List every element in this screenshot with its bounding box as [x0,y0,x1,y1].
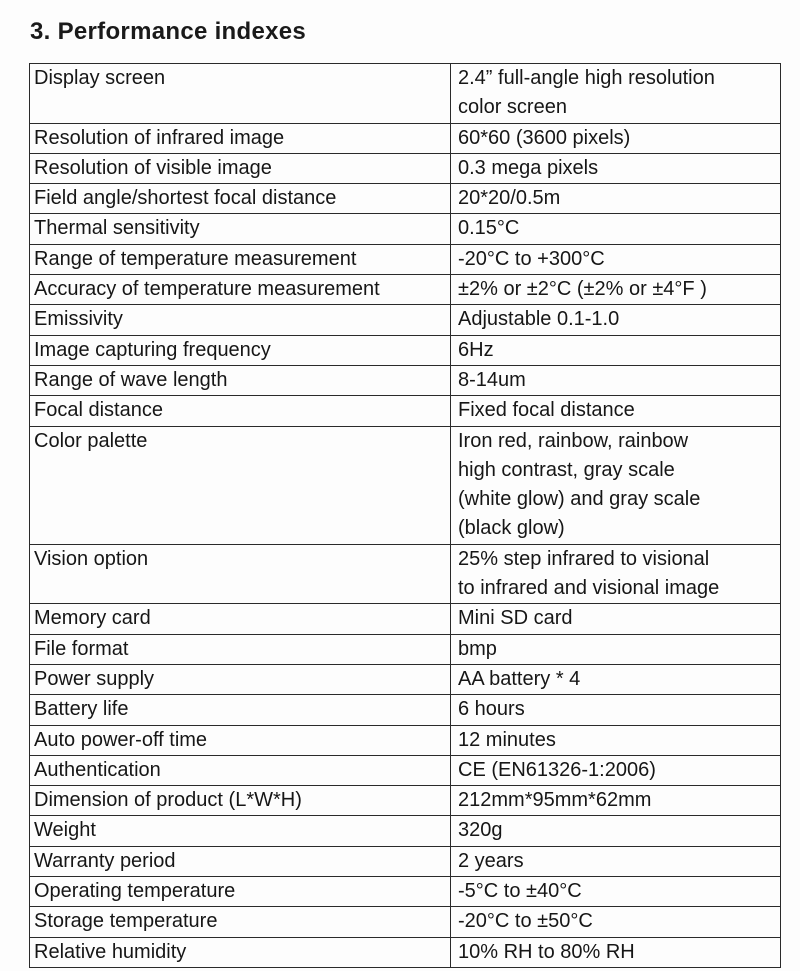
spec-value-line: 2.4” full-angle high resolution [458,67,715,89]
table-row [30,64,781,124]
table-row [30,396,781,426]
spec-label: Weight [30,816,451,846]
table-row [30,664,781,694]
spec-value-line: 6 hours [458,698,525,721]
table-row [30,214,781,244]
table-row [30,937,781,967]
table-row [30,153,781,183]
spec-value [451,153,781,183]
spec-value-line: 6Hz [458,338,494,361]
spec-value-line: 60*60 (3600 pixels) [458,126,631,149]
spec-value-line: 25% step infrared to visional [458,547,710,570]
spec-value-line: to infrared and visional image [458,577,720,600]
spec-label: Operating temperature [30,877,451,907]
spec-value [451,396,781,426]
table-row [30,305,781,335]
table-row [30,816,781,846]
table-row [30,365,781,395]
spec-value [451,725,781,755]
spec-value [451,634,781,664]
spec-value [451,214,781,244]
spec-value-line: 0.15°C [458,217,520,240]
table-row [30,123,781,153]
spec-label: Warranty period [30,846,451,876]
table-row [30,755,781,785]
spec-value [451,184,781,214]
spec-value [451,123,781,153]
table-row [30,695,781,725]
spec-label: Emissivity [30,305,451,335]
spec-value [451,544,781,604]
spec-label: Resolution of visible image [30,153,451,183]
spec-label: File format [30,634,451,664]
spec-label: Storage temperature [30,907,451,937]
spec-value-line: 320g [458,819,503,842]
spec-value-line: 0.3 mega pixels [458,156,599,179]
spec-label: Image capturing frequency [30,335,451,365]
spec-value-line: Iron red, rainbow, rainbow [458,429,689,452]
spec-label: Memory card [30,604,451,634]
spec-value [451,937,781,967]
spec-value [451,786,781,816]
table-row [30,725,781,755]
spec-value [451,604,781,634]
spec-label: Power supply [30,664,451,694]
spec-value-line: Mini SD card [458,607,573,630]
spec-value [451,335,781,365]
table-row [30,544,781,604]
spec-value-line: -20°C to ±50°C [458,910,593,933]
spec-label: Range of wave length [30,365,451,395]
spec-label: Resolution of infrared image [30,123,451,153]
spec-value-line: 212mm*95mm*62mm [458,789,652,812]
spec-value-line: color screen [458,96,567,119]
spec-value-line: -20°C to +300°C [458,247,605,270]
spec-label: Auto power-off time [30,725,451,755]
performance-indexes-table [29,63,781,968]
table-row [30,634,781,664]
spec-value [451,275,781,305]
spec-value [451,365,781,395]
spec-label: Thermal sensitivity [30,214,451,244]
spec-value-line: 12 minutes [458,728,556,751]
table-row [30,275,781,305]
spec-value [451,305,781,335]
spec-table-body [30,64,781,968]
spec-value [451,755,781,785]
spec-value-line: 20*20/0.5m [458,187,561,210]
table-row [30,604,781,634]
table-row [30,244,781,274]
spec-value-line: 8-14um [458,368,526,391]
spec-value-line: 10% RH to 80% RH [458,940,635,963]
spec-label: Color palette [30,426,451,544]
spec-label: Relative humidity [30,937,451,967]
spec-value-line: (black glow) [458,517,565,540]
table-row [30,335,781,365]
spec-value-line: Fixed focal distance [458,399,635,422]
spec-value-line: bmp [458,637,497,660]
spec-label: Display screen [30,64,451,124]
spec-label: Range of temperature measurement [30,244,451,274]
spec-value-line: ±2% or ±2°C (±2% or ±4°F ) [458,278,707,301]
table-row [30,907,781,937]
spec-value-line: AA battery * 4 [458,667,581,690]
spec-value [451,846,781,876]
table-row [30,184,781,214]
spec-value [451,695,781,725]
spec-value [451,426,781,544]
spec-label: Vision option [30,544,451,604]
spec-value [451,244,781,274]
spec-value-line: Adjustable 0.1-1.0 [458,308,620,331]
spec-value-line: high contrast, gray scale [458,458,675,481]
spec-label: Authentication [30,755,451,785]
spec-value [451,664,781,694]
spec-label: Field angle/shortest focal distance [30,184,451,214]
table-row [30,786,781,816]
spec-value-line: CE (EN61326-1:2006) [458,758,656,781]
table-row [30,846,781,876]
spec-value [451,877,781,907]
spec-label: Focal distance [30,396,451,426]
section-heading: 3. Performance indexes [30,18,307,45]
spec-value-line: (white glow) and gray scale [458,488,701,511]
spec-label: Dimension of product (L*W*H) [30,786,451,816]
spec-value-line: 2 years [458,849,524,872]
spec-label: Battery life [30,695,451,725]
spec-value-line: -5°C to ±40°C [458,880,582,903]
spec-value [451,907,781,937]
spec-value [451,816,781,846]
spec-value [451,64,781,124]
table-row [30,426,781,544]
table-row [30,877,781,907]
spec-label: Accuracy of temperature measurement [30,275,451,305]
